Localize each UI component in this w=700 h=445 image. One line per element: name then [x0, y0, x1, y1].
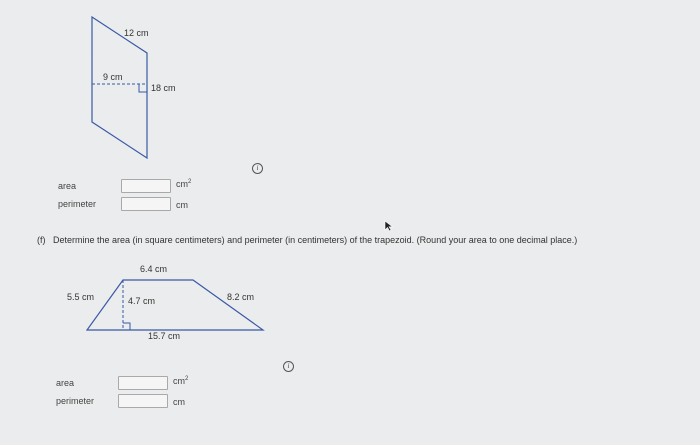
parallelogram-side-label: 18 cm [151, 83, 176, 93]
trapezoid-shape [87, 280, 263, 330]
area-label: area [58, 181, 77, 191]
perimeter-label: perimeter [58, 199, 97, 209]
trapezoid-area-label: area [56, 378, 75, 388]
trapezoid-height-label: 4.7 cm [128, 296, 156, 306]
trapezoid-area-input[interactable] [118, 376, 168, 390]
trapezoid-bottom-label: 15.7 cm [148, 331, 181, 341]
parallelogram-height-label: 9 cm [103, 72, 123, 82]
trapezoid-area-unit: $cm^2$ [173, 376, 189, 386]
perimeter-input[interactable] [121, 197, 171, 211]
mouse-pointer-icon [384, 220, 394, 232]
trapezoid-left-label: 5.5 cm [67, 292, 95, 302]
info-circle-icon[interactable]: i [283, 361, 294, 372]
parallelogram-top-label: 12 cm [124, 28, 149, 38]
trapezoid-perimeter-unit: cm [173, 397, 185, 407]
trapezoid-right-label: 8.2 cm [227, 292, 255, 302]
question-text: Determine the area (in square centimeters) and perimeter (in centimeters) of the trapezoid. (Round your area to one decimal place.) [53, 235, 578, 245]
trapezoid-top-label: 6.4 cm [140, 264, 168, 274]
area-unit: $cm^2$ [176, 179, 192, 189]
part-f-question [37, 235, 577, 245]
info-circle-icon[interactable]: i [252, 163, 263, 174]
trapezoid-perimeter-input[interactable] [118, 394, 168, 408]
trapezoid-perimeter-label: perimeter [56, 396, 95, 406]
right-angle-marker [139, 84, 147, 92]
trapezoid-right-angle-marker [123, 323, 130, 330]
area-input[interactable] [121, 179, 171, 193]
question-letter: (f) [37, 235, 46, 245]
perimeter-unit: cm [176, 200, 188, 210]
